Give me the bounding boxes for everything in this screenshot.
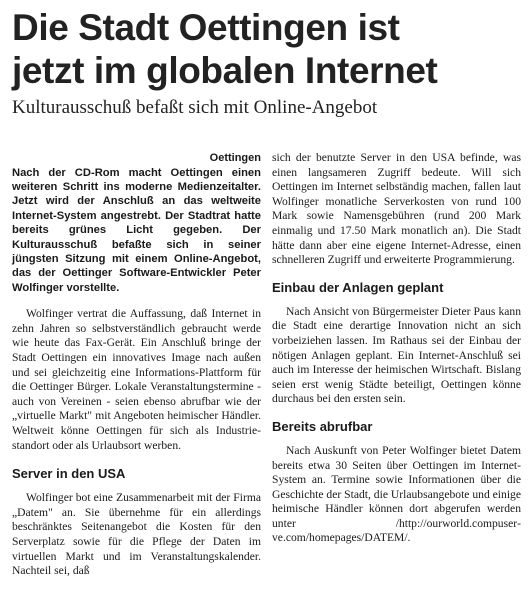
paragraph-3: Nach Ansicht von Bürgermeister Dieter Paus kann die Stadt eine derartige Innovation nicht an sich vorbeiziehen lassen. Im Rathaus sei der Einbau der nötigen Anlagen geplant. Ein Internet-Anschluß sei auch im Interesse der heimischen Wirtschaft. Bislang seien erst wenig Städte beteiligt, Oettingen könne durchaus bei den ersten sein. — [272, 304, 521, 406]
article-body — [12, 151, 521, 579]
column-right — [272, 151, 521, 579]
paragraph-4: Nach Auskunft von Peter Wolfinger bietet Datem bereits etwa 30 Seiten über Oettingen im Internet-System an. Termine sowie Informationen über die Geschichte der Stadt, die Urlaubsangebote und einige heimische Händler können dort abgerufen werden unter /http://ourworld.compuserve.com/homepages/DATEM/. — [272, 443, 521, 545]
dateline: Oettingen — [209, 152, 261, 164]
paragraph-2-continued: sich der benutzte Server in den USA befinde, was einen langsameren Zugriff bedeute. Will sich Oettingen im Internet selbständig machen, fallen laut Wolfinger monatliche Serverkosten von rund 100 Mark sowie Namensgebühren (rund 200 Mark einmalig und 17.50 Mark monatlich an). Die Stadt hätte dann aber eine eigene Internet-Adresse, einen schnelleren Zugriff und erweiterte Programmierung. — [272, 151, 521, 267]
paragraph-1: Wolfinger vertrat die Auffassung, daß Internet in zehn Jahren so selbstverständlich gebraucht werde wie heute das Fax-Gerät. Ein Anschluß bringe der Stadt Oettingen ein innovatives Image nach außen und sei gleichzeitig eine Informations-Plattform für die Oettinger Bürger. Lokale Veranstaltungstermine - auch von Vereinen - seien ebenso abrufbar wie der „virtuelle Markt" mit Angeboten heimischer Händler. Weltweit könne Oettingen für sich als Industriestandort oder als Urlaubsort werben. — [12, 307, 261, 452]
section-heading-abrufbar: Bereits abrufbar — [272, 418, 373, 434]
headline-line-2: jetzt im globalen Internet — [12, 50, 438, 91]
section-heading-server: Server in den USA — [12, 466, 126, 482]
lead-paragraph: Nach der CD-Rom macht Oettingen einen weiteren Schritt ins moderne Medienzeitalter. Jetzt wird der Anschluß an das weltweite Internet-System angestrebt. Der Stadtrat hatte bereits grünes Licht gegeben. Der Kulturausschuß befaßte sich in seiner jüngsten Sitzung mit einem Online-Angebot, das der Oettinger Software-Entwickler Peter Wolfinger vorstellte. — [12, 166, 261, 294]
headline-line-1: Die Stadt Oettingen ist — [12, 7, 400, 48]
subheadline: Kulturausschuß befaßt sich mit Online-Angebot — [12, 97, 378, 118]
paragraph-2: Wolfinger bot eine Zusammenarbeit mit der Firma „Datem" an. Sie übernehme für ein allerdings beschränktes Seitenangebot die Kosten für den Serverplatz sowie für die Pflege der Daten im virtuellen Markt und im Veranstaltungskalender. Nachteil sei, daß — [12, 491, 261, 578]
section-heading-einbau: Einbau der Anlagen geplant — [272, 279, 444, 295]
column-left — [12, 151, 261, 579]
headline — [12, 6, 521, 92]
